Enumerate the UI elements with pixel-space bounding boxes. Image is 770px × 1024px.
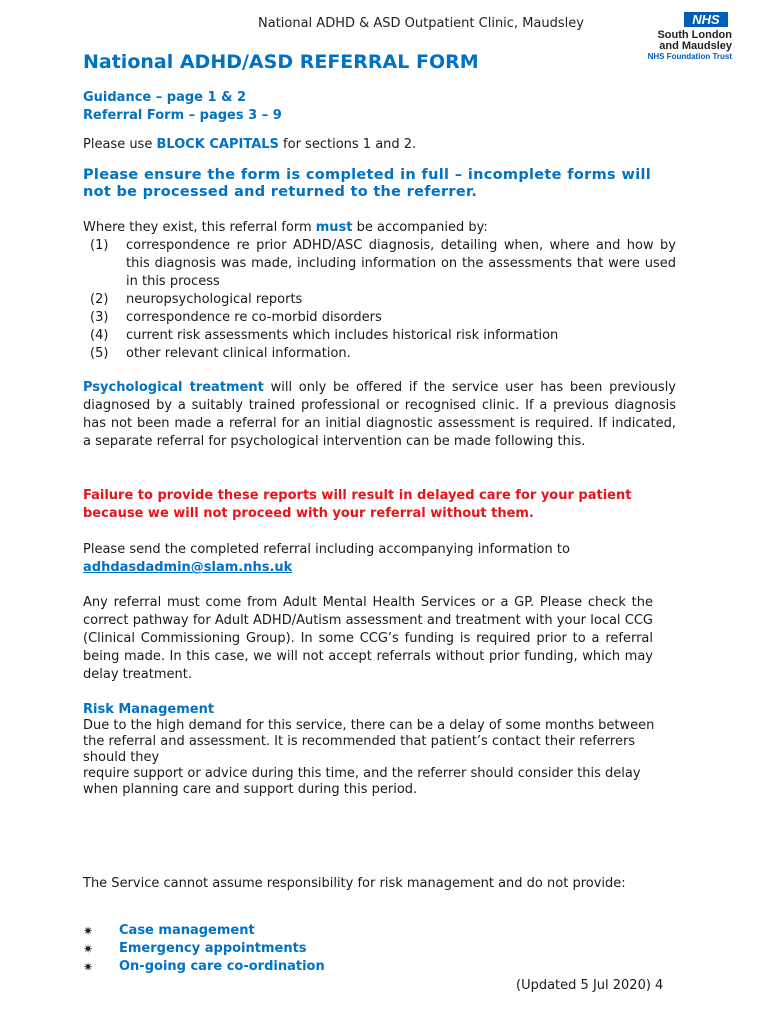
complete-notice: Please ensure the form is completed in full – incomplete forms will not be processed and returned to the referrer.: [83, 167, 651, 200]
risk-line-1: Due to the high demand for this service, there can be a delay of some months between the referral and assessment. It is recommended that patient’s contact their referrers should they: [83, 718, 655, 765]
risk-heading: Risk Management: [83, 702, 215, 717]
bullet-icon: ✷: [83, 960, 94, 974]
logo-trust: NHS Foundation Trust: [647, 52, 732, 61]
page-footer: (Updated 5 Jul 2020) 4: [516, 978, 664, 993]
failure-warning: Failure to provide these reports will result in delayed care for your patient because we will not proceed with your referral without them.: [83, 488, 632, 521]
email-link[interactable]: adhdasdadmin@slam.nhs.uk: [83, 560, 293, 575]
list-item: (5) other relevant clinical information.: [90, 346, 351, 361]
guidance-line-1: Guidance – page 1 & 2: [83, 90, 246, 105]
must-emphasis: must: [315, 220, 353, 235]
accompany-intro: Where they exist, this referral form must be accompanied by:: [83, 220, 488, 235]
list-item: ✷ Emergency appointments: [83, 941, 307, 956]
nhs-badge: NHS: [684, 12, 728, 27]
responsibility-intro: The Service cannot assume responsibility for risk management and do not provide:: [83, 876, 626, 891]
accompany-list: [83, 237, 676, 363]
list-item: ✷ On-going care co-ordination: [83, 959, 325, 974]
capitals-instruction: Please use BLOCK CAPITALS for sections 1 and 2.: [83, 137, 417, 152]
send-paragraph: Please send the completed referral including accompanying information to adhdasdadmin@slam.nhs.uk: [83, 542, 570, 575]
list-item: (4) current risk assessments which includes historical risk information: [90, 328, 559, 343]
capitals-emphasis: BLOCK CAPITALS: [156, 137, 279, 152]
risk-section: [83, 702, 676, 798]
nhs-logo: [640, 12, 732, 62]
risk-line-2: require support or advice during this time, and the referrer should consider this delay when planning care and support during this period.: [83, 766, 641, 797]
list-item: (3) correspondence re co-morbid disorders: [90, 310, 382, 325]
logo-line-1: South London: [657, 29, 732, 41]
page-title: National ADHD/ASD REFERRAL FORM: [83, 51, 479, 73]
list-item: ✷ Case management: [83, 923, 255, 938]
list-item: (1) correspondence re prior ADHD/ASC diagnosis, detailing when, where and how by this diagnosis was made, including information on the assessments that were used in this process: [90, 238, 676, 289]
logo-line-2: and Maudsley: [659, 40, 732, 52]
bullet-icon: ✷: [83, 924, 94, 938]
list-item: (2) neuropsychological reports: [90, 292, 303, 307]
guidance-block: [83, 89, 676, 125]
accompany-section: [83, 219, 676, 363]
guidance-line-2: Referral Form – pages 3 – 9: [83, 108, 282, 123]
psych-emphasis: Psychological treatment: [83, 380, 264, 395]
referral-source-paragraph: Any referral must come from Adult Mental Health Services or a GP. Please check the correct pathway for Adult ADHD/Autism assessment and treatment with your local CCG (Clinical Commissioning Group). In some CCG’s funding is required prior to a referral being made. In this case, we will not accept referrals without prior funding, which may delay treatment.: [83, 595, 653, 682]
psych-treatment-paragraph: Psychological treatment will only be offered if the service user has been previously diagnosed by a suitably trained professional or recognised clinic. If a previous diagnosis has not been made a referral for an initial diagnostic assessment is required. If indicated, a separate referral for psychological intervention can be made following this.: [83, 380, 677, 449]
header-clinic-line: National ADHD & ASD Outpatient Clinic, Maudsley: [258, 16, 584, 31]
responsibility-section: [83, 876, 643, 892]
responsibility-list: [83, 922, 676, 976]
bullet-icon: ✷: [83, 942, 94, 956]
